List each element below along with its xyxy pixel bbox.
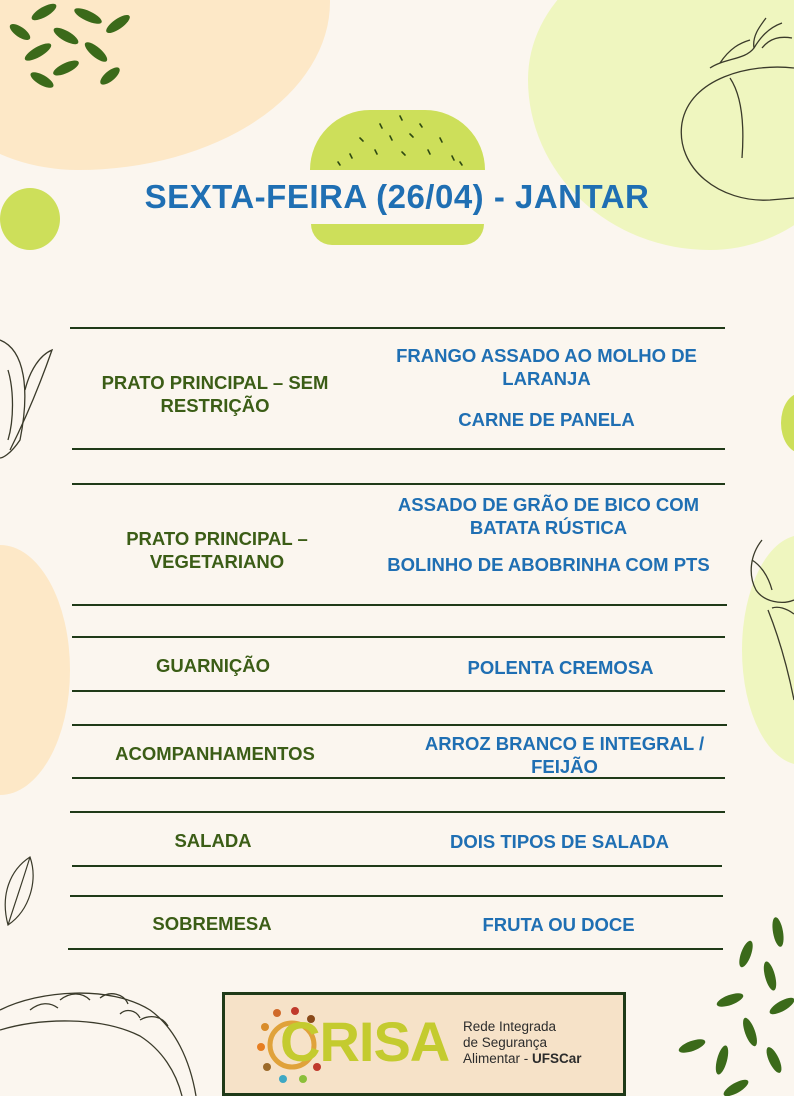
carrot-icon [742,530,794,710]
menu-value: BOLINHO DE ABOBRINHA COM PTS [387,554,710,575]
menu-label-accompaniments: ACOMPANHAMENTOS [115,743,315,764]
row-line [72,636,725,638]
row-line [68,948,723,950]
crisa-subtitle-line: Rede Integrada [463,1019,557,1034]
menu-value: FRUTA OU DOCE [482,914,635,935]
row-line [72,690,725,692]
page-title: SEXTA-FEIRA (26/04) - JANTAR [144,178,650,215]
menu-label-main-dish: PRATO PRINCIPAL – SEM RESTRIÇÃO [101,372,329,416]
crisa-subtitle-line [463,1051,623,1067]
sesame-dots [330,112,470,167]
lettuce-icon [0,330,56,460]
row-line [72,724,727,726]
peach-blob-left [0,545,70,795]
row-line [70,811,725,813]
row-line [72,604,727,606]
seed-leaf-icon [0,0,140,100]
menu-value: POLENTA CREMOSA [467,657,654,678]
row-line [72,865,722,867]
menu-value: FRANGO ASSADO AO MOLHO DE LARANJA [396,345,697,389]
lime-dot-right [781,393,794,453]
menu-value: DOIS TIPOS DE SALADA [450,831,669,852]
menu-value: CARNE DE PANELA [458,409,635,430]
crisa-logo-text: CRISA [280,1010,450,1073]
menu-value: ARROZ BRANCO E INTEGRAL / FEIJÃO [424,733,705,777]
menu-label-dessert: SOBREMESA [152,913,272,934]
menu-label-vegetarian: PRATO PRINCIPAL – VEGETARIANO [126,528,308,572]
menu-label-salad: SALADA [174,830,252,851]
crisa-subtitle-prefix: Alimentar - [463,1051,533,1066]
menu-label-side: GUARNIÇÃO [155,655,271,676]
seed-leaf-icon-bottom [670,910,794,1096]
taco-icon [0,980,200,1096]
leaf-icon [0,855,40,935]
row-line [72,483,725,485]
crisa-subtitle-bold: UFSCar [532,1051,582,1066]
row-line [70,895,723,897]
row-line [72,448,725,450]
row-line [70,327,725,329]
menu-value: ASSADO DE GRÃO DE BICO COM BATATA RÚSTICA [397,494,700,538]
crisa-subtitle-line: de Segurança [463,1035,548,1050]
crisa-logo-box [222,992,626,1096]
crisa-subtitle [463,1019,623,1067]
bun-bottom-shape [311,224,484,245]
